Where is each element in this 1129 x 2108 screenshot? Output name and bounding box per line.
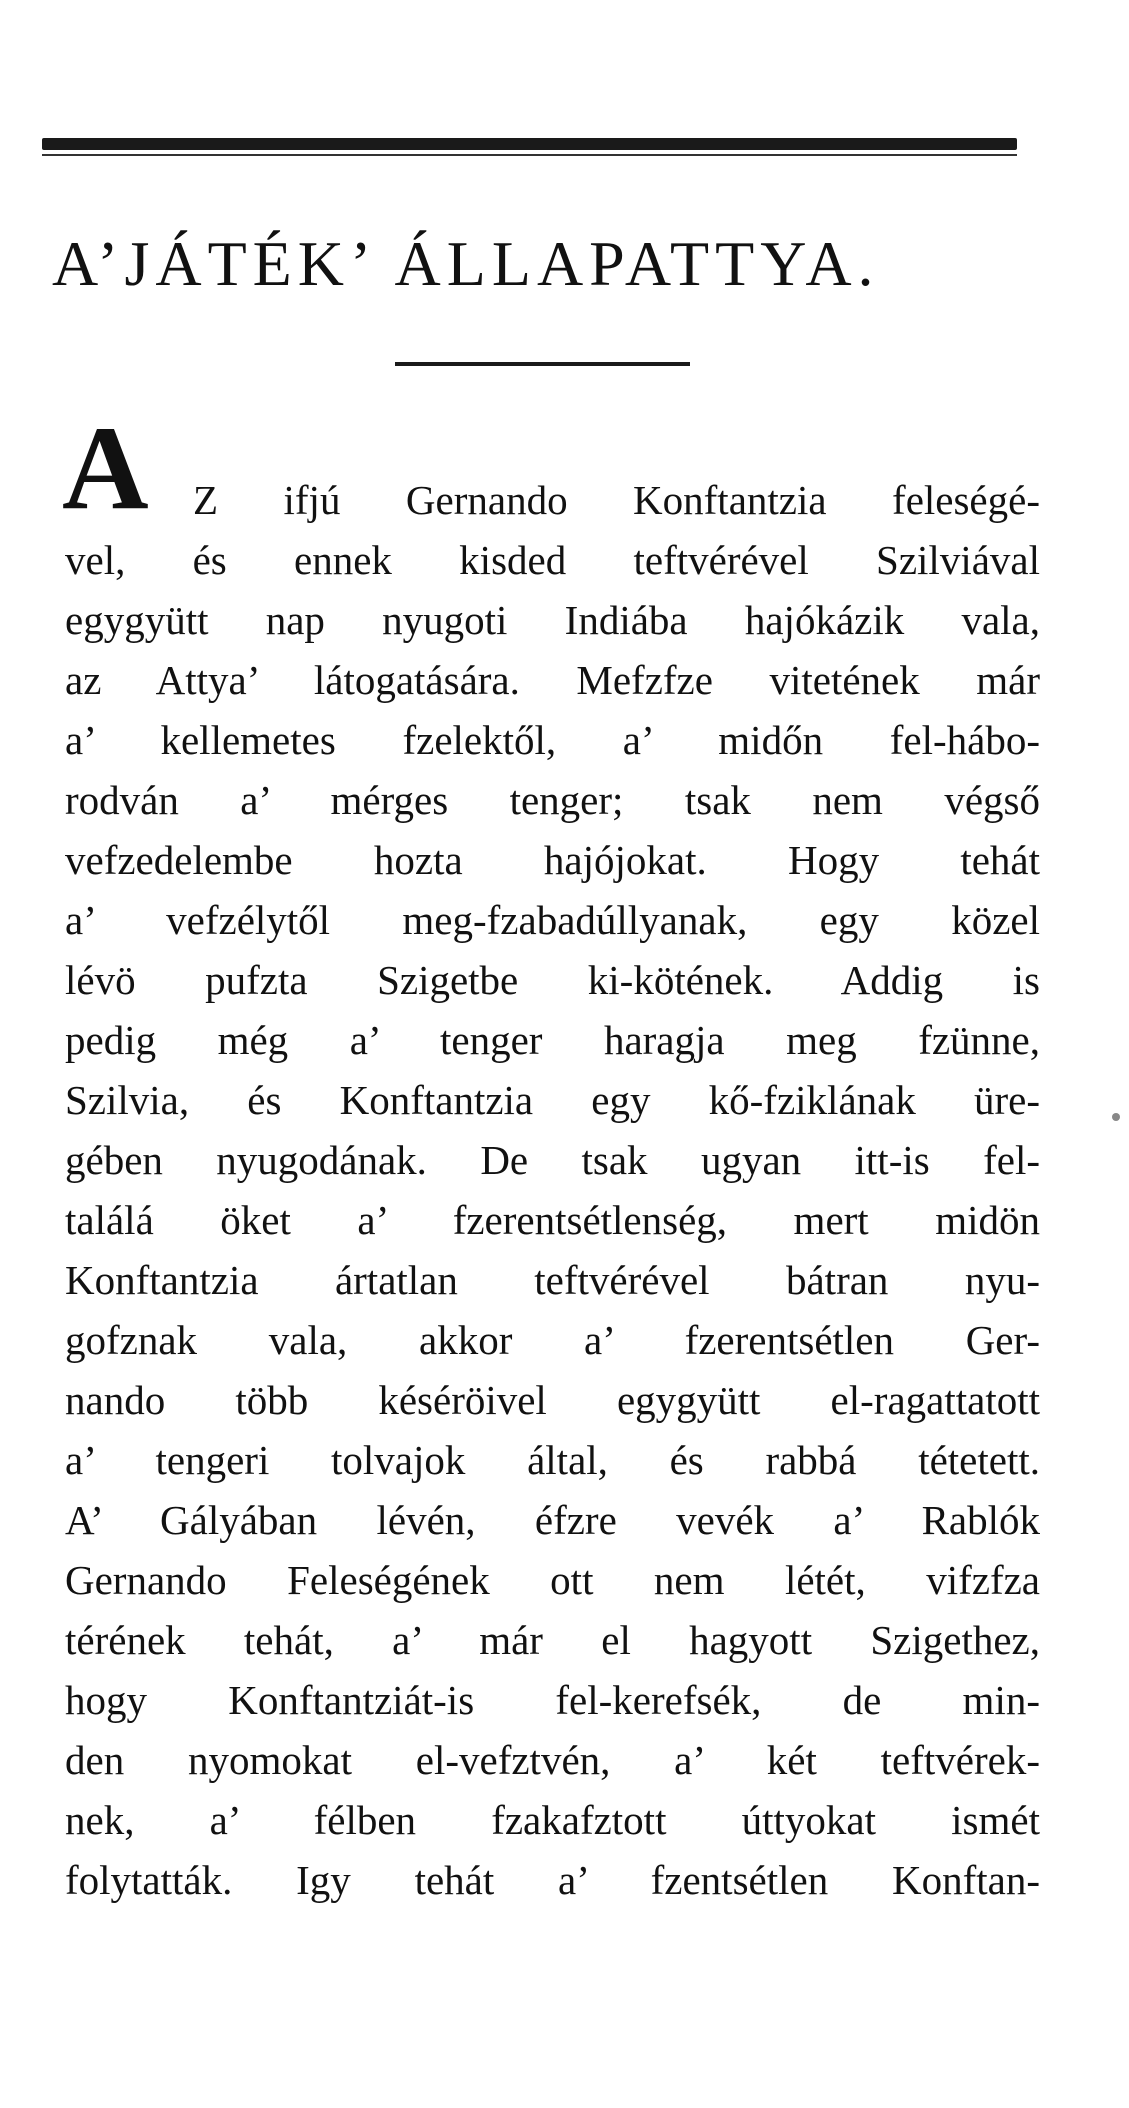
text-line: nando több késéröivel egygyütt el-ragattatott [65,1377,1040,1423]
chapter-title: A’JÁTÉK’ ÁLLAPATTYA. [52,228,880,299]
text-line: nek, a’ félben fzakafztott úttyokat ismét [65,1797,1040,1843]
drop-cap-letter: A [62,401,149,534]
text-line-first [65,470,1040,530]
paper-speck [1112,1113,1120,1121]
text-line: pedig még a’ tenger haragja meg fzünne, [65,1017,1040,1063]
text-line: hogy Konftantziát-is fel-kerefsék, de min- [65,1677,1040,1723]
text-line: Gernando Feleségének ott nem létét, vifzfza [65,1557,1040,1603]
first-line-text: Z ifjú Gernando Konftantzia feleségé- [193,477,1040,523]
text-line: Konftantzia ártatlan teftvérével bátran nyu- [65,1257,1040,1303]
text-line: rodván a’ mérges tenger; tsak nem végső [65,777,1040,823]
text-line: vel, és ennek kisded teftvérével Szilviával [65,537,1040,583]
top-double-rule [42,138,1017,150]
body-paragraph [65,470,1040,1910]
text-line: Szilvia, és Konftantzia egy kő-fziklának üre- [65,1077,1040,1123]
text-line: a’ vefzélytől meg-fzabadúllyanak, egy közel [65,897,1040,943]
title-underline-rule [395,362,690,366]
text-line: vefzedelembe hozta hajójokat. Hogy tehát [65,837,1040,883]
text-line: találá öket a’ fzerentsétlenség, mert midön [65,1197,1040,1243]
text-line: az Attya’ látogatására. Mefzfze vitetének már [65,657,1040,703]
top-thin-rule [42,154,1017,156]
text-line: a’ tengeri tolvajok által, és rabbá tétetett. [65,1437,1040,1483]
text-line: A’ Gályában lévén, éfzre vevék a’ Rablók [65,1497,1040,1543]
text-line: gében nyugodának. De tsak ugyan itt-is fel- [65,1137,1040,1183]
text-line: a’ kellemetes fzelektől, a’ midőn fel-hábo- [65,717,1040,763]
text-line: egygyütt nap nyugoti Indiába hajókázik vala, [65,597,1040,643]
text-line: gofznak vala, akkor a’ fzerentsétlen Ger- [65,1317,1040,1363]
text-line: térének tehát, a’ már el hagyott Szigethez, [65,1617,1040,1663]
text-line: lévö pufzta Szigetbe ki-kötének. Addig is [65,957,1040,1003]
text-line: den nyomokat el-vefztvén, a’ két teftvérek- [65,1737,1040,1783]
text-line-last: folytatták. Igy tehát a’ fzentsétlen Konftan- [65,1857,1040,1903]
